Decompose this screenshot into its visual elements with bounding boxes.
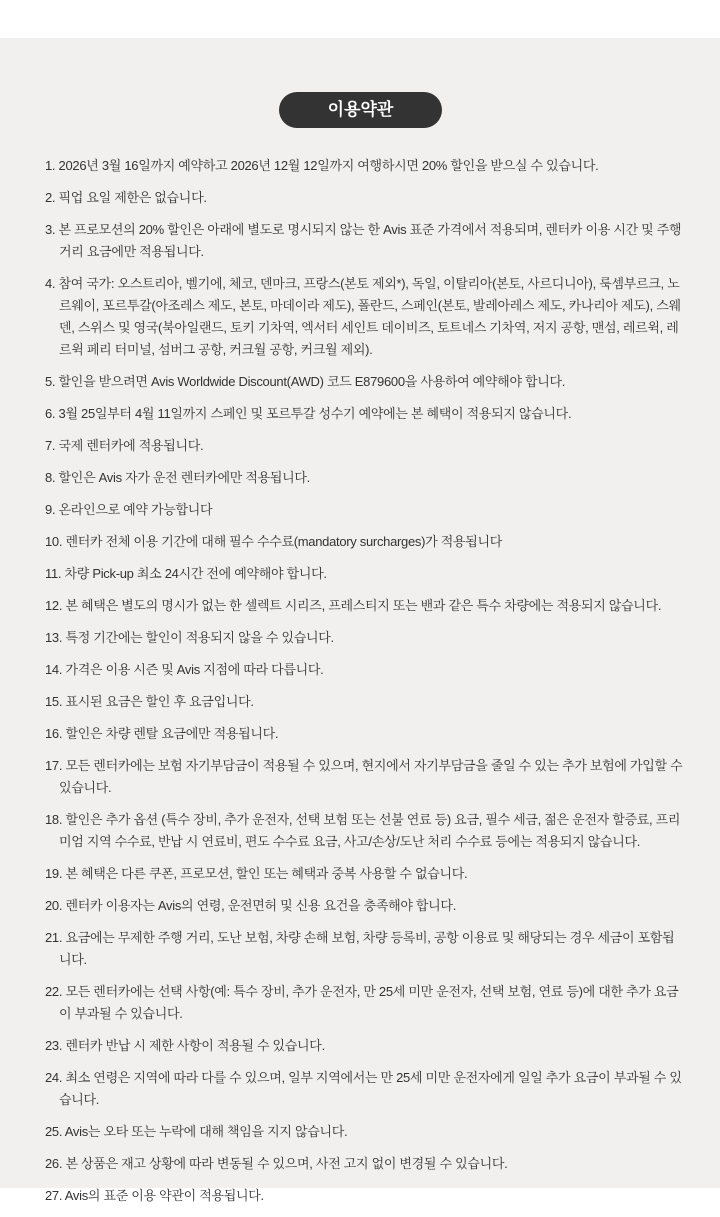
terms-item: 26. 본 상품은 재고 상황에 따라 변동될 수 있으며, 사전 고지 없이 변경될 수 있습니다. xyxy=(45,1156,508,1171)
terms-item: 16. 할인은 차량 렌탈 요금에만 적용됩니다. xyxy=(45,726,279,741)
terms-item: 25. Avis는 오타 또는 누락에 대해 책임을 지지 않습니다. xyxy=(45,1124,348,1139)
terms-item: 22. 모든 렌터카에는 선택 사항(예: 특수 장비, 추가 운전자, 만 25세 미만 운전자, 선택 보험, 연료 등)에 대한 추가 요금이 부과될 수 있습니다. xyxy=(45,984,679,1021)
terms-item: 1. 2026년 3월 16일까지 예약하고 2026년 12월 12일까지 여행하시면 20% 할인을 받으실 수 있습니다. xyxy=(45,158,599,173)
terms-item: 24. 최소 연령은 지역에 따라 다를 수 있으며, 일부 지역에서는 만 25세 미만 운전자에게 일일 추가 요금이 부과될 수 있습니다. xyxy=(45,1070,682,1107)
terms-item: 4. 참여 국가: 오스트리아, 벨기에, 체코, 덴마크, 프랑스(본토 제외*), 독일, 이탈리아(본토, 사르디니아), 룩셈부르크, 노르웨이, 포르투갈(아조레스 제도, 본토, 마데이라 제도), 폴란드, 스페인(본토, 발레아레스 제도, 카나리아 제도), 스웨덴, 스위스 및 영국(북아일랜드, 토키 기차역, 엑서터 세인트 데이비즈, 토트네스 기차역, 저지 공항, 맨섬, 레르윅, 레르윅 페리 터미널, 섬버그 공항, 커크월 공항, 커크월 제외). xyxy=(45,276,681,357)
terms-item: 5. 할인을 받으려면 Avis Worldwide Discount(AWD) 코드 E879600을 사용하여 예약해야 합니다. xyxy=(45,374,566,389)
terms-item: 13. 특정 기간에는 할인이 적용되지 않을 수 있습니다. xyxy=(45,630,334,645)
terms-item: 10. 렌터카 전체 이용 기간에 대해 필수 수수료(mandatory surcharges)가 적용됩니다 xyxy=(45,534,502,549)
terms-item: 7. 국제 렌터카에 적용됩니다. xyxy=(45,438,204,453)
terms-item: 18. 할인은 추가 옵션 (특수 장비, 추가 운전자, 선택 보험 또는 선불 연료 등) 요금, 필수 세금, 젊은 운전자 할증료, 프리미엄 지역 수수료, 반납 시 연료비, 편도 수수료 요금, 사고/손상/도난 처리 수수료 등에는 적용되지 않습니다. xyxy=(45,812,681,849)
terms-item: 23. 렌터카 반납 시 제한 사항이 적용될 수 있습니다. xyxy=(45,1038,325,1053)
terms-item: 20. 렌터카 이용자는 Avis의 연령, 운전면허 및 신용 요건을 충족해야 합니다. xyxy=(45,898,457,913)
terms-item: 14. 가격은 이용 시즌 및 Avis 지점에 따라 다릅니다. xyxy=(45,662,324,677)
terms-item: 27. Avis의 표준 이용 약관이 적용됩니다. xyxy=(45,1188,264,1203)
terms-item: 19. 본 혜택은 다른 쿠폰, 프로모션, 할인 또는 혜택과 중복 사용할 수 없습니다. xyxy=(45,866,468,881)
terms-title-badge: 이용약관 xyxy=(279,92,442,128)
terms-item: 9. 온라인으로 예약 가능합니다 xyxy=(45,502,213,517)
terms-panel xyxy=(0,38,720,1203)
terms-item: 2. 픽업 요일 제한은 없습니다. xyxy=(45,190,207,205)
terms-item: 11. 차량 Pick-up 최소 24시간 전에 예약해야 합니다. xyxy=(45,566,327,581)
terms-list xyxy=(45,155,685,1217)
terms-item: 15. 표시된 요금은 할인 후 요금입니다. xyxy=(45,694,254,709)
terms-item: 3. 본 프로모션의 20% 할인은 아래에 별도로 명시되지 않는 한 Avis 표준 가격에서 적용되며, 렌터카 이용 시간 및 주행 거리 요금에만 적용됩니다. xyxy=(45,222,682,259)
terms-item: 21. 요금에는 무제한 주행 거리, 도난 보험, 차량 손해 보험, 차량 등록비, 공항 이용료 및 해당되는 경우 세금이 포함됩니다. xyxy=(45,930,675,967)
terms-item: 8. 할인은 Avis 자가 운전 렌터카에만 적용됩니다. xyxy=(45,470,310,485)
terms-item: 6. 3월 25일부터 4월 11일까지 스페인 및 포르투갈 성수기 예약에는 본 혜택이 적용되지 않습니다. xyxy=(45,406,572,421)
terms-item: 12. 본 혜택은 별도의 명시가 없는 한 셀렉트 시리즈, 프레스티지 또는 밴과 같은 특수 차량에는 적용되지 않습니다. xyxy=(45,598,662,613)
terms-item: 17. 모든 렌터카에는 보험 자기부담금이 적용될 수 있으며, 현지에서 자기부담금을 줄일 수 있는 추가 보험에 가입할 수 있습니다. xyxy=(45,758,683,795)
